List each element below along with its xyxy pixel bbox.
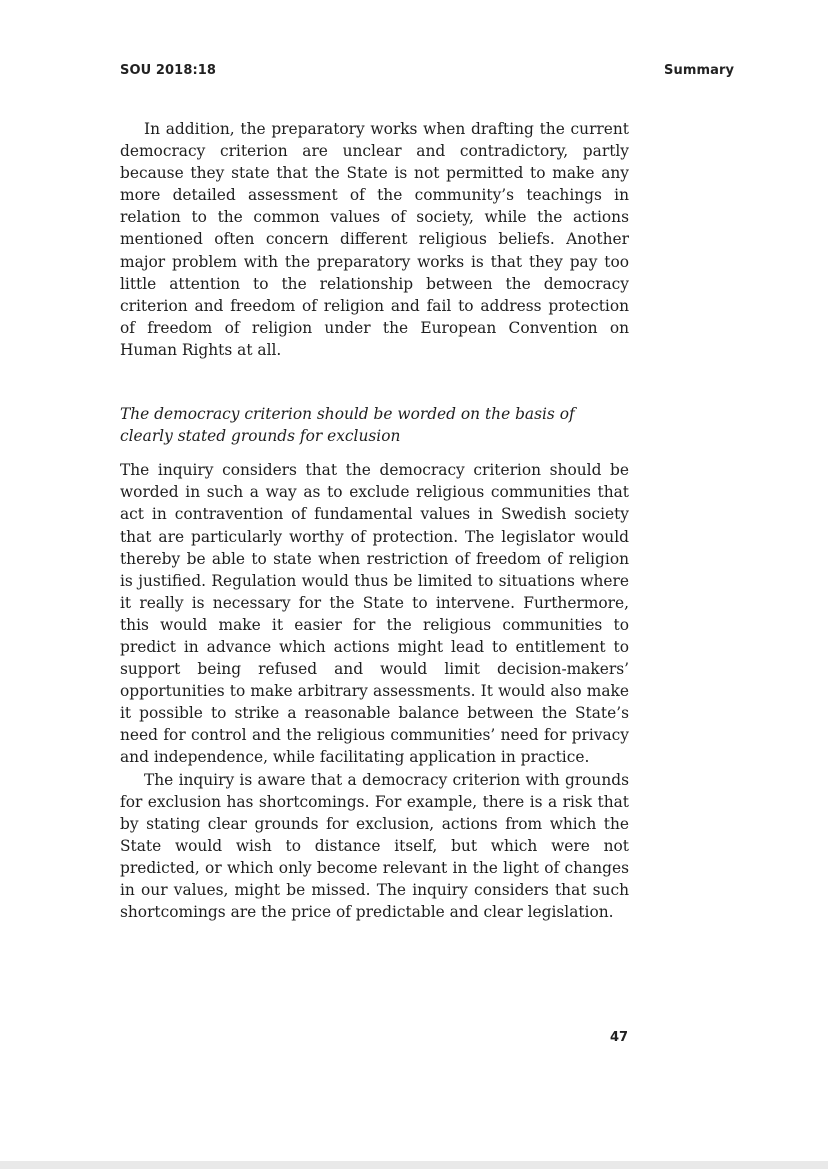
page-number: 47 xyxy=(610,1030,629,1045)
paragraph-inquiry-considers: The inquiry considers that the democracy criterion should be worded in such a way as to exclude religious communities that act in contravention of fundamental values in Swedish society that are particularly worthy of protection. The legislator would thereby be able to state when restriction of freedom of religion is justified. Regulation would thus be limited to situations where it really is necessary for the State to intervene. Furthermore, this would make it easier for the religious communities to predict in advance which actions might lead to entitlement to support being refused and would limit decision-makers’ opportunities to make arbitrary assessments. It would also make it possible to strike a reasonable balance between the State’s need for control and the religious communities’ need for privacy and independence, while facilitating application in practice. xyxy=(120,461,629,767)
running-header-left: SOU 2018:18 xyxy=(120,63,217,78)
section-subheading: The democracy criterion should be worded on the basis of clearly stated grounds for exclusion xyxy=(120,405,575,446)
paragraph-inquiry-aware: The inquiry is aware that a democracy criterion with grounds for exclusion has shortcomings. For example, there is a risk that by stating clear grounds for exclusion, actions from which the State would wish to distance itself, but which were not predicted, or which only become relevant in the light of changes in our values, might be missed. The inquiry considers that such shortcomings are the price of predictable and clear legislation. xyxy=(120,770,629,922)
body-text xyxy=(120,118,629,923)
running-header-right: Summary xyxy=(664,63,735,78)
paragraph-preparatory-works: In addition, the preparatory works when drafting the current democracy criterion are unclear and contradictory, partly because they state that the State is not permitted to make any more detailed assessment of the community’s teachings in relation to the common values of society, while the actions mentioned often concern different religious beliefs. Another major problem with the preparatory works is that they pay too little attention to the relationship between the democracy criterion and freedom of religion and fail to address protection of freedom of religion under the European Convention on Human Rights at all. xyxy=(120,120,629,359)
scan-edge xyxy=(0,1161,828,1169)
